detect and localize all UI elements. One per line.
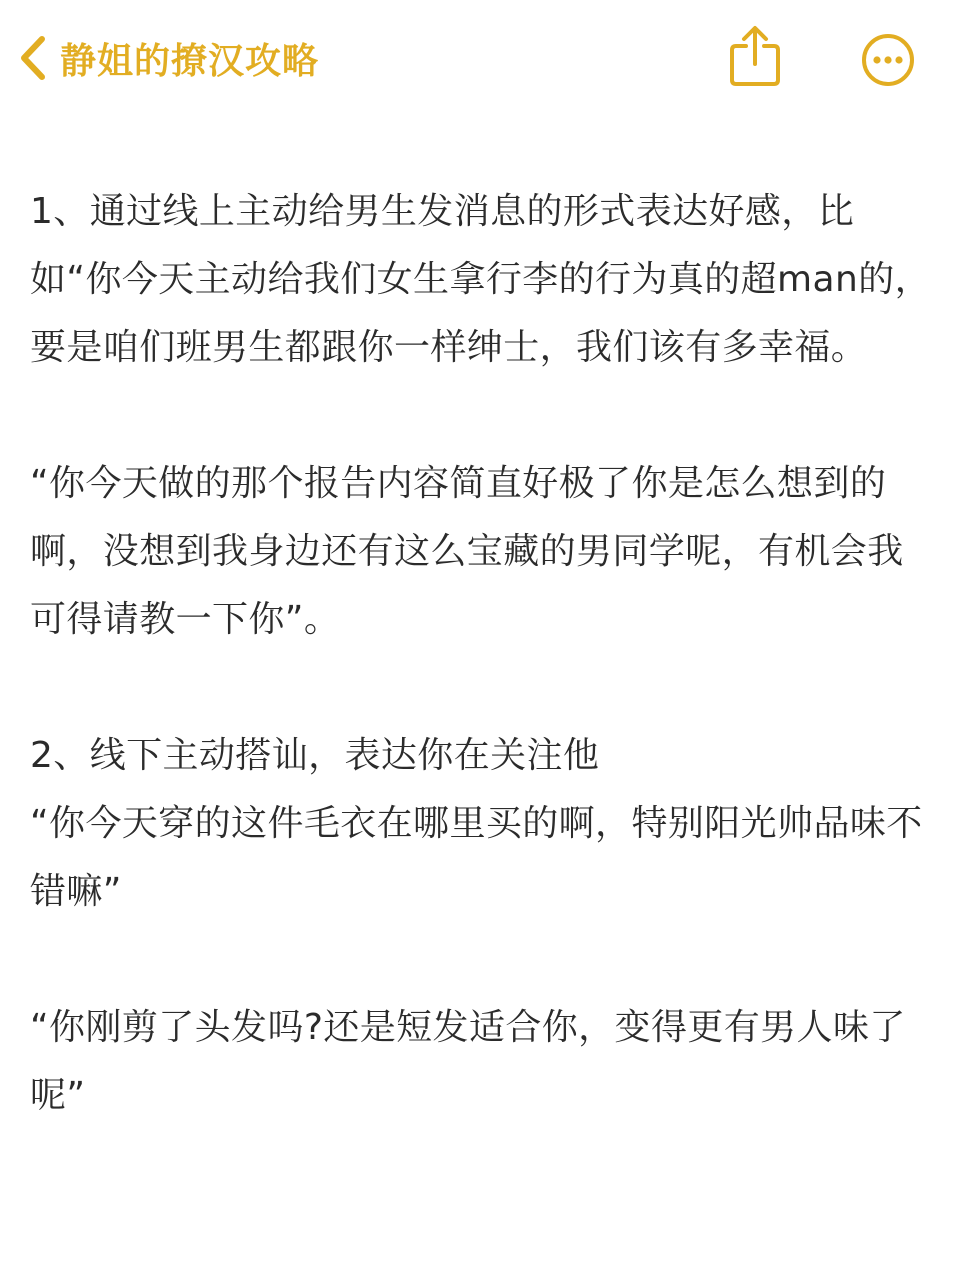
navigation-bar [0, 0, 960, 112]
blank-line [30, 382, 934, 450]
note-paragraph: “你刚剪了头发吗?还是短发适合你，变得更有男人味了呢” [30, 1007, 906, 1116]
chevron-left-icon [16, 34, 48, 82]
blank-line [30, 926, 934, 994]
share-button[interactable] [726, 24, 784, 88]
back-button[interactable] [16, 28, 319, 88]
share-icon [726, 73, 784, 92]
more-horizontal-icon [860, 73, 916, 92]
note-paragraph: “你今天做的那个报告内容简直好极了你是怎么想到的啊，没想到我身边还有这么宝藏的男同学呢，有机会我可得请教一下你”。 [30, 463, 904, 640]
note-paragraph: “你今天穿的这件毛衣在哪里买的啊，特别阳光帅品味不错嘛” [30, 803, 923, 912]
blank-line [30, 654, 934, 722]
note-paragraph: 2、线下主动搭讪，表达你在关注他 [30, 735, 600, 776]
note-title: 静姐的撩汉攻略 [60, 40, 320, 82]
more-button[interactable] [860, 32, 916, 88]
note-paragraph: 1、通过线上主动给男生发消息的形式表达好感，比如“你今天主动给我们女生拿行李的行为真的超man的，要是咱们班男生都跟你一样绅士，我们该有多幸福。 [30, 191, 931, 368]
note-body[interactable] [30, 178, 934, 1130]
